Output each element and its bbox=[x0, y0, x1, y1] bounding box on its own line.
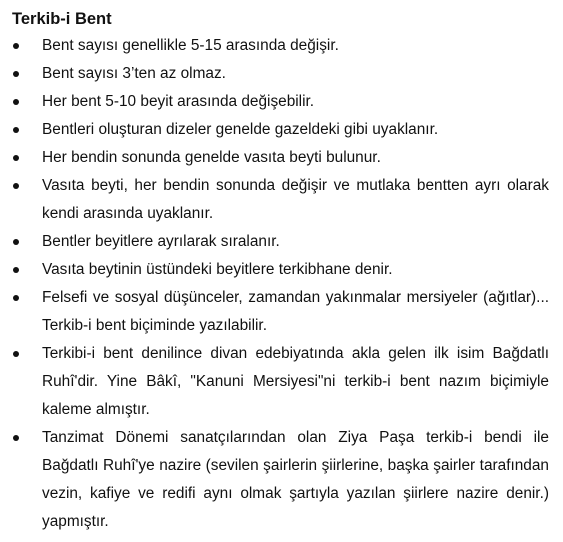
list-item-text: Felsefi ve sosyal düşünceler, zamandan yakınmalar mersiyeler (ağıtlar)... Terkib-i bent biçiminde yazılabilir. bbox=[42, 289, 549, 334]
list-item-text: Bentler beyitlere ayrılarak sıralanır. bbox=[42, 233, 280, 250]
list-item-text: Her bent 5-10 beyit arasında değişebilir. bbox=[42, 93, 315, 110]
list-item-text: Her bendin sonunda genelde vasıta beyti bulunur. bbox=[42, 149, 381, 166]
list-item-text: Vasıta beyti, her bendin sonunda değişir ve mutlaka bentten ayrı olarak kendi arasında uyaklanır. bbox=[42, 177, 549, 222]
bullet-icon bbox=[13, 267, 19, 273]
bullet-icon bbox=[13, 127, 19, 133]
list-item-text: Tanzimat Dönemi sanatçılarından olan Ziya Paşa terkib-i bendi ile Bağdatlı Ruhî'ye nazire (sevilen şairlerin şiirlerine, başka şairler tarafından vezin, kafiye ve redifi aynı olmak şartıyla yazılan şiirlere nazire denir.) yapmıştır. bbox=[42, 429, 549, 530]
list-item-text: Vasıta beytinin üstündeki beyitlere terkibhane denir. bbox=[42, 261, 393, 278]
bullet-icon bbox=[13, 295, 19, 301]
list-item-text: Terkibi-i bent denilince divan edebiyatında akla gelen ilk isim Bağdatlı Ruhî'dir. Yine Bâkî, "Kanuni Mersiyesi"ni terkib-i bent nazım biçimiyle kaleme almıştır. bbox=[42, 345, 549, 418]
list-item bbox=[12, 88, 549, 116]
bullet-icon bbox=[13, 351, 19, 357]
document-title: Terkib-i Bent bbox=[12, 10, 112, 28]
bullet-icon bbox=[13, 183, 19, 189]
bullet-icon bbox=[13, 99, 19, 105]
list-item bbox=[12, 144, 549, 172]
list-item-text: Bent sayısı genellikle 5-15 arasında değişir. bbox=[42, 37, 339, 54]
bullet-list bbox=[12, 32, 549, 536]
list-item-text: Bent sayısı 3’ten az olmaz. bbox=[42, 65, 226, 82]
list-item bbox=[12, 340, 549, 424]
list-item bbox=[12, 60, 549, 88]
bullet-icon bbox=[13, 435, 19, 441]
bullet-icon bbox=[13, 71, 19, 77]
list-item bbox=[12, 284, 549, 340]
bullet-icon bbox=[13, 43, 19, 49]
list-item bbox=[12, 424, 549, 536]
bullet-icon bbox=[13, 239, 19, 245]
list-item-text: Bentleri oluşturan dizeler genelde gazeldeki gibi uyaklanır. bbox=[42, 121, 439, 138]
bullet-icon bbox=[13, 155, 19, 161]
list-item bbox=[12, 172, 549, 228]
list-item bbox=[12, 32, 549, 60]
list-item bbox=[12, 116, 549, 144]
list-item bbox=[12, 256, 549, 284]
list-item bbox=[12, 228, 549, 256]
